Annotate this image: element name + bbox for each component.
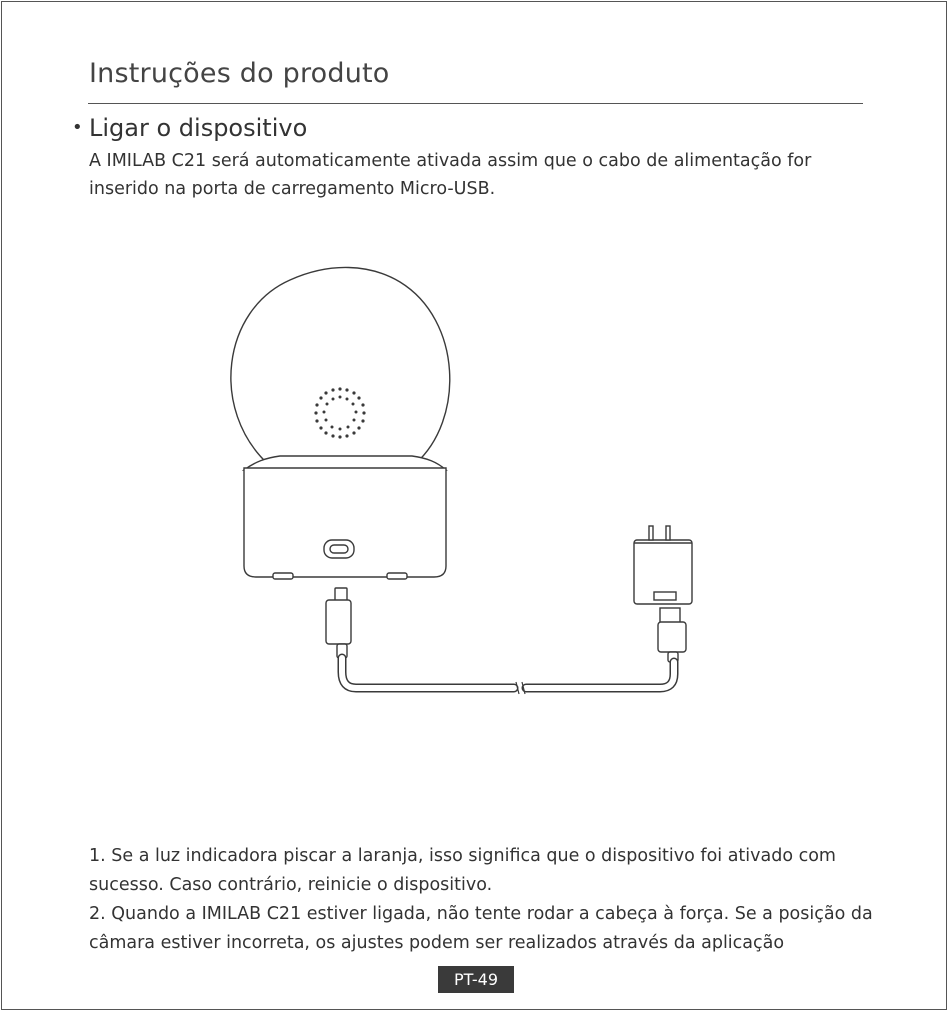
power-cable: [342, 658, 674, 688]
usb-a-plug: [658, 622, 686, 652]
camera-foot-right: [387, 573, 407, 579]
page-number-badge: PT-49: [438, 966, 514, 993]
camera-head: [231, 267, 450, 464]
bullet-icon: •: [72, 117, 83, 138]
page-title: Instruções do produto: [89, 58, 390, 89]
intro-paragraph: A IMILAB C21 será automaticamente ativada assim que o cabo de alimentação for inserido na porta de carregamento Micro-USB.: [89, 151, 812, 199]
usb-a-plug-tip: [660, 608, 680, 623]
note-item: 1. Se a luz indicadora piscar a laranja, isso significa que o dispositivo foi ativado com sucesso. Caso contrário, reinicie o dispositivo.: [89, 846, 836, 895]
micro-usb-plug: [326, 600, 351, 644]
adapter-prong-left: [649, 526, 653, 540]
adapter-usb-port: [654, 592, 676, 600]
note-item: 2. Quando a IMILAB C21 estiver ligada, não tente rodar a cabeça à força. Se a posição da câmara estiver incorreta, os ajustes podem ser realizados através da aplicação: [89, 904, 873, 953]
notes-list: [89, 842, 879, 958]
cable-break: [516, 682, 525, 694]
camera-foot-left: [273, 573, 293, 579]
adapter-prong-right: [666, 526, 670, 540]
section-heading-text: Ligar o dispositivo: [89, 114, 308, 142]
camera-base: [244, 468, 446, 577]
